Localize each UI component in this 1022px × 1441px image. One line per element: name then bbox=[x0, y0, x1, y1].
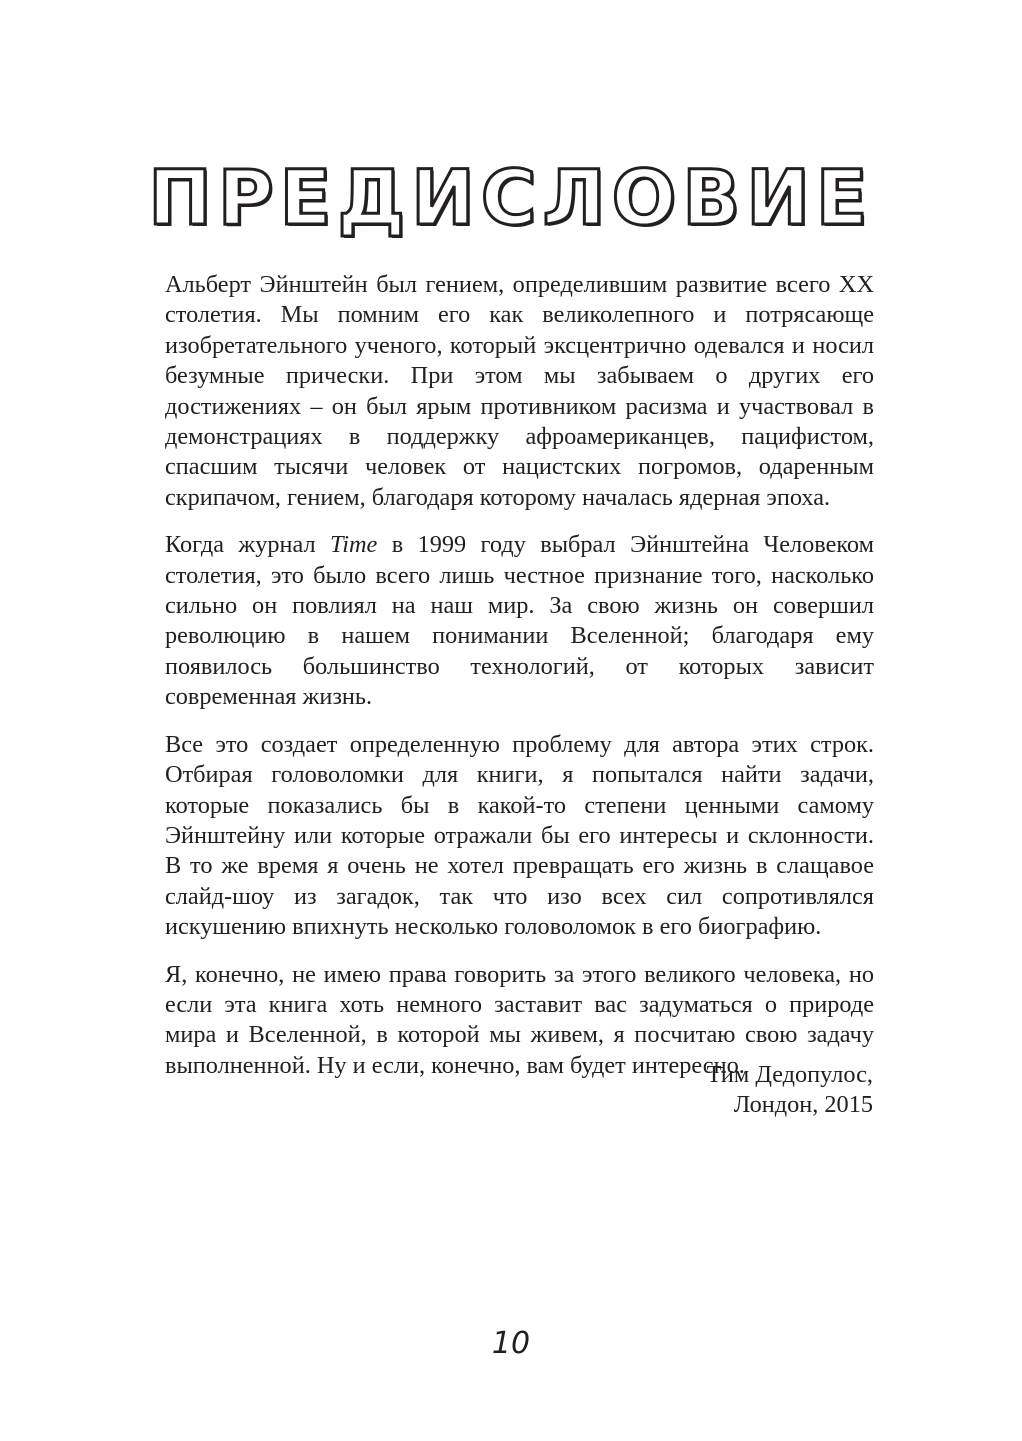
signature bbox=[707, 1060, 873, 1121]
magazine-name: Time bbox=[330, 531, 378, 559]
signature-place-year: Лондон, 2015 bbox=[733, 1091, 873, 1119]
page-number: 10 bbox=[491, 1326, 531, 1361]
paragraph-2-start: Когда журнал bbox=[165, 531, 331, 559]
page-title: ПРЕДИСЛОВИЕ bbox=[148, 153, 874, 242]
paragraph-2 bbox=[165, 530, 874, 712]
paragraph-2-rest: в 1999 году выбрал Эйнштейна Человеком столетия, это было всего лишь честное признание того, насколько сильно он повлиял на наш мир. За свою жизнь он совершил революцию в нашем понимании Вселенной; благодаря ему появилось большинство технологий, от которых зависит современная жизнь. bbox=[165, 531, 874, 711]
paragraph-1: Альберт Эйнштейн был гением, определившим развитие всего XX столетия. Мы помним его как великолепного и потрясающе изобретательного ученого, который эксцентрично одевался и носил безумные прически. При этом мы забываем о других его достижениях – он был ярым противником расизма и участвовал в демонстрациях в поддержку афроамериканцев, пацифистом, спасшим тысячи человек от нацистских погромов, одаренным скрипачом, гением, благодаря которому началась ядерная эпоха. bbox=[165, 271, 874, 511]
signature-author: Тим Дедопулос, bbox=[706, 1061, 873, 1088]
body-text bbox=[165, 270, 874, 1098]
paragraph-4: Я, конечно, не имею права говорить за этого великого человека, но если эта книга хоть немного заставит вас задуматься о природе мира и Вселенной, в которой мы живем, я посчитаю свою задачу выполненной. Ну и если, конечно, вам будет интересно. bbox=[165, 960, 874, 1079]
paragraph-3: Все это создает определенную проблему для автора этих строк. Отбирая головоломки для книги, я попытался найти задачи, которые показались бы в какой-то степени ценными самому Эйнштейну или которые отражали бы его интересы и склонности. В то же время я очень не хотел превращать его жизнь в слащавое слайд-шоу из загадок, так что изо всех сил сопротивлялся искушению впихнуть несколько головоломок в его биографию. bbox=[165, 730, 874, 941]
